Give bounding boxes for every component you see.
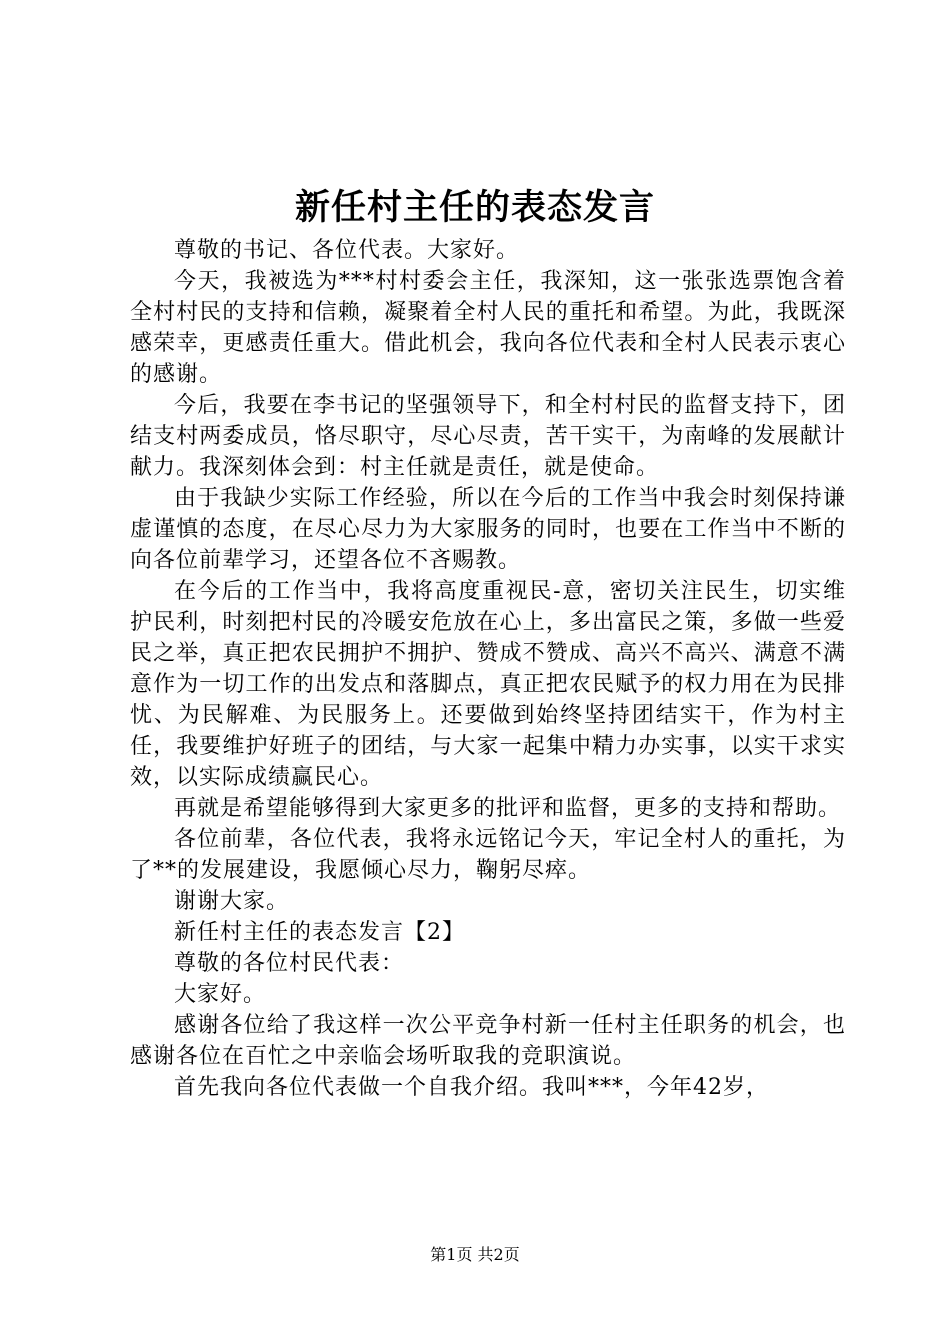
- paragraph: 首先我向各位代表做一个自我介绍。我叫***，今年42岁，: [174, 1075, 769, 1100]
- paragraph: 尊敬的书记、各位代表。大家好。: [174, 238, 520, 263]
- paragraph: 尊敬的各位村民代表：: [174, 951, 405, 976]
- paragraph: 感谢各位给了我这样一次公平竞争村新一任村主任职务的机会，也感谢各位在百忙之中亲临会场听取我的竞职演说。: [130, 1013, 846, 1069]
- section-heading: 新任村主任的表态发言【2】: [174, 920, 465, 945]
- paragraph: 今天，我被选为***村村委会主任，我深知，这一张张选票饱含着全村村民的支持和信赖，凝聚着全村人民的重托和希望。为此，我既深感荣幸，更感责任重大。借此机会，我向各位代表和全村人民表示衷心的感谢。: [130, 269, 846, 387]
- paragraph: 在今后的工作当中，我将高度重视民-意，密切关注民生，切实维护民利，时刻把村民的冷暖安危放在心上，多出富民之策，多做一些爱民之举，真正把农民拥护不拥护、赞成不赞成、高兴不高兴、满意不满意作为一切工作的出发点和落脚点，真正把农民赋予的权力用在为民排忧、为民解难、为民服务上。还要做到始终坚持团结实干，作为村主任，我要维护好班子的团结，与大家一起集中精力办实事，以实干求实效，以实际成绩赢民心。: [130, 579, 846, 790]
- document-body: [130, 235, 846, 1103]
- page-indicator: 第1页 共2页: [430, 1245, 520, 1264]
- document-title: 新任村主任的表态发言: [294, 187, 655, 228]
- paragraph: 今后，我要在李书记的坚强领导下，和全村村民的监督支持下，团结支村两委成员，恪尽职守，尽心尽责，苦干实干，为南峰的发展献计献力。我深刻体会到：村主任就是责任，就是使命。: [130, 393, 846, 480]
- paragraph: 各位前辈，各位代表，我将永远铭记今天，牢记全村人的重托，为了**的发展建设，我愿倾心尽力，鞠躬尽瘁。: [130, 827, 846, 883]
- paragraph: 由于我缺少实际工作经验，所以在今后的工作当中我会时刻保持谦虚谨慎的态度，在尽心尽力为大家服务的同时，也要在工作当中不断的向各位前辈学习，还望各位不吝赐教。: [130, 486, 846, 573]
- paragraph: 大家好。: [174, 982, 267, 1007]
- paragraph: 再就是希望能够得到大家更多的批评和监督，更多的支持和帮助。: [174, 796, 842, 821]
- paragraph: 谢谢大家。: [174, 889, 290, 914]
